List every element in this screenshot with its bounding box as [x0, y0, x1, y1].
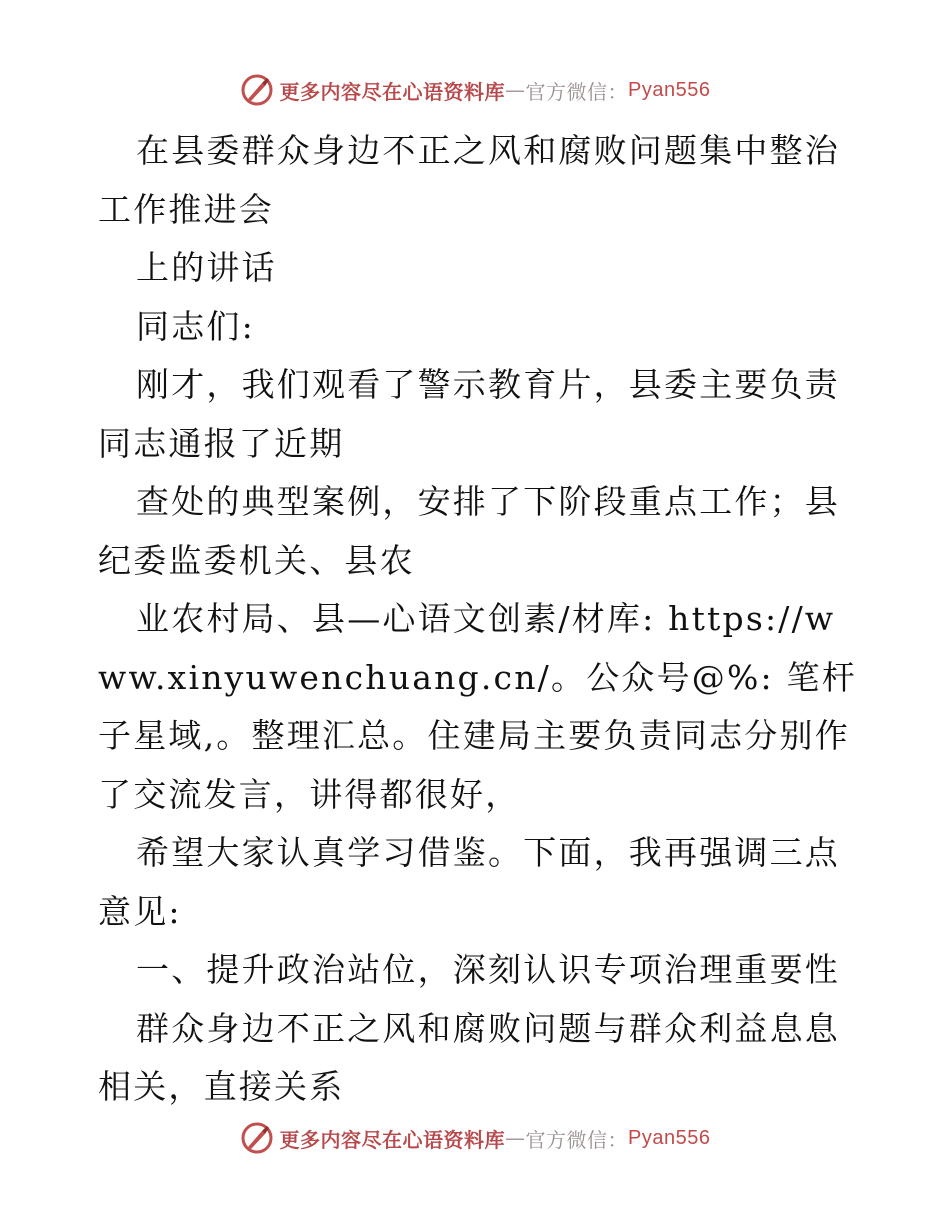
watermark-main-text: 更多内容尽在心语资料库: [279, 1127, 506, 1152]
salutation: 同志们:: [136, 306, 255, 346]
watermark-wechat-label: 官方微信：: [525, 1127, 629, 1152]
header-watermark: [0, 70, 950, 110]
watermark-wechat-id: Pyan556: [628, 78, 711, 101]
watermark-wechat-label: 官方微信：: [525, 79, 629, 104]
watermark-separator: —: [505, 1126, 526, 1150]
section-heading: 一、提升政治站位，深刻认识专项治理重要性: [136, 950, 840, 989]
watermark-main-text: 更多内容尽在心语资料库: [279, 79, 506, 104]
body-paragraph: 群众身边不正之风和腐败问题与群众利益息息相关，直接关系: [98, 1008, 840, 1106]
quill-logo-icon: [240, 1121, 274, 1155]
watermark-wechat-id: Pyan556: [628, 1126, 711, 1149]
body-paragraph: 希望大家认真学习借鉴。下面，我再强调三点意见:: [98, 833, 840, 931]
footer-watermark: [0, 1118, 950, 1158]
body-paragraph: 查处的典型案例，安排了下阶段重点工作；县纪委监委机关、县农: [98, 482, 840, 580]
document-body: [98, 122, 858, 1117]
quill-logo-icon: [240, 73, 274, 107]
body-paragraph: 业农村局、县—心语文创素/材库: https://www.xinyuwenchuang.cn/。公众号@%: 笔杆子星域,。整理汇总。住建局主要负责同志分别作了交流发言，讲得都很好，: [98, 599, 857, 814]
document-title-continued: 上的讲话: [136, 248, 277, 287]
body-paragraph: 刚才，我们观看了警示教育片，县委主要负责同志通报了近期: [98, 365, 840, 463]
document-title: 在县委群众身边不正之风和腐败问题集中整治工作推进会: [98, 131, 840, 229]
watermark-separator: —: [505, 78, 526, 102]
